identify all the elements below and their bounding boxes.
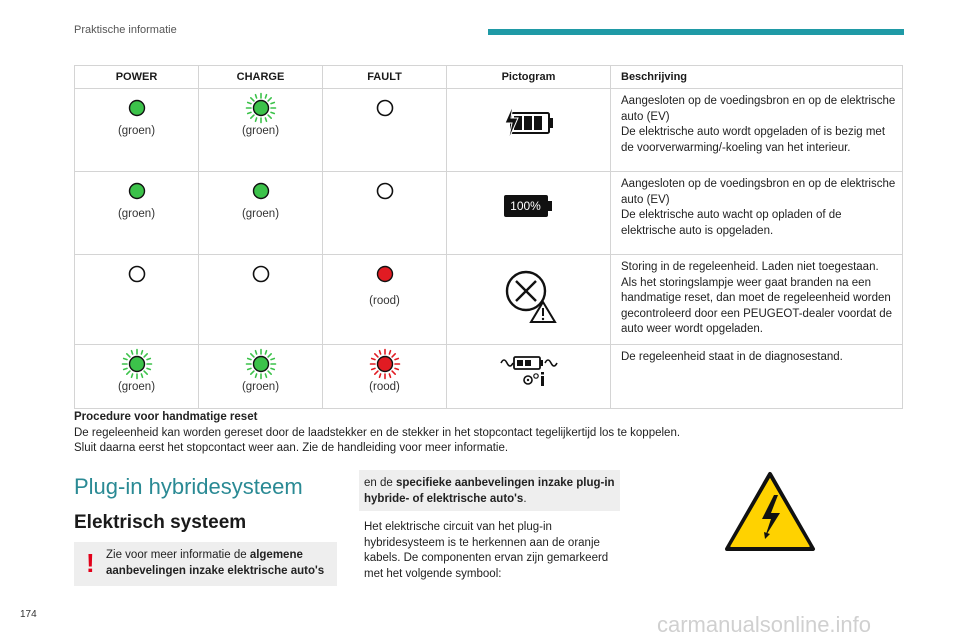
charge-label: (groen) <box>241 125 280 137</box>
fault-label: (rood) <box>369 295 400 307</box>
row-description: Aangesloten op de voedingsbron en op de elektrische auto (EV) De elektrische auto wacht op opladen of de elektrische auto is opgeladen. <box>621 178 896 237</box>
note-text <box>364 476 616 507</box>
procedure-block <box>74 410 902 457</box>
indicator-table <box>74 65 903 409</box>
watermark: carmanualsonline.info <box>657 612 872 637</box>
charge-label: (groen) <box>241 208 280 220</box>
info-note-continued <box>359 470 620 511</box>
battery-percent-text: 100% <box>504 195 548 217</box>
col-header-power: POWER <box>75 66 199 89</box>
note-text <box>106 548 332 579</box>
fault-cross-warning-icon <box>499 265 559 325</box>
green-led-blinking-icon <box>245 92 277 124</box>
row-description: De regeleenheid staat in de diagnosestand. <box>621 350 843 363</box>
procedure-line: Sluit daarna eerst het stopcontact weer aan. Zie de handleiding voor meer informatie. <box>74 442 509 454</box>
page-number: 174 <box>20 609 37 620</box>
table-row <box>75 255 903 345</box>
warning-exclamation-icon: ! <box>86 548 95 578</box>
table-row <box>75 344 903 408</box>
procedure-line: De regeleenheid kan worden gereset door de laadstekker en de stekker in het stopcontact tegelijkertijd los te koppelen. <box>74 426 681 439</box>
green-led-icon <box>128 99 146 117</box>
table-row <box>75 89 903 172</box>
green-led-blinking-icon <box>121 348 153 380</box>
led-off-icon <box>376 182 394 200</box>
note-prefix: Zie voor meer informatie de <box>106 549 250 561</box>
col-header-pictogram: Pictogram <box>447 66 611 89</box>
diagnostic-mode-icon <box>499 353 559 389</box>
green-led-icon <box>128 182 146 200</box>
section-heading-electrical: Elektrisch systeem <box>74 512 247 533</box>
power-label: (groen) <box>117 125 156 137</box>
fault-label: (rood) <box>369 380 400 393</box>
note-bold: specifieke aanbevelingen inzake plug-in hybride- of elektrische auto's <box>364 477 615 505</box>
running-header: Praktische informatie <box>74 24 177 36</box>
note-suffix: . <box>523 492 527 505</box>
power-label: (groen) <box>117 208 156 220</box>
led-off-icon <box>128 265 146 283</box>
table-row <box>75 172 903 255</box>
info-note-box <box>74 542 337 586</box>
green-led-icon <box>252 182 270 200</box>
led-off-icon <box>252 265 270 283</box>
battery-full-icon <box>504 195 554 217</box>
header-accent-bar <box>488 29 904 35</box>
section-heading-plugin: Plug-in hybridesysteem <box>74 474 303 499</box>
charge-label: (groen) <box>241 380 280 393</box>
battery-charging-icon <box>499 101 559 145</box>
power-label: (groen) <box>117 380 156 393</box>
circuit-paragraph: Het elektrische circuit van het plug-in hybridesysteem is te herkennen aan de oranje kabels. De componenten ervan zijn gemarkeerd met het volgende symbool: <box>364 521 609 580</box>
col-header-charge: CHARGE <box>199 66 323 89</box>
col-header-fault: FAULT <box>323 66 447 89</box>
table-header-row <box>75 66 903 89</box>
row-description: Aangesloten op de voedingsbron en op de elektrische auto (EV) De elektrische auto wordt opgeladen of is bezig met de voorverwarming/-koeling van het interieur. <box>621 95 896 154</box>
note-prefix: en de <box>364 477 396 489</box>
led-off-icon <box>376 99 394 117</box>
green-led-blinking-icon <box>245 348 277 380</box>
high-voltage-warning-icon <box>724 471 816 553</box>
procedure-title: Procedure voor handmatige reset <box>74 411 258 423</box>
red-led-blinking-icon <box>369 348 401 380</box>
red-led-icon <box>376 265 394 283</box>
col-header-description: Beschrijving <box>611 66 903 89</box>
row-description: Storing in de regeleenheid. Laden niet toegestaan. Als het storingslampje weer gaat branden na een handmatige reset, dan moet de regeleenheid worden gecontroleerd door een PEUGEOT-dealer voordat de auto weer wordt opgeladen. <box>621 261 893 335</box>
note-bold: algemene aanbevelingen inzake elektrische auto's <box>106 549 325 577</box>
